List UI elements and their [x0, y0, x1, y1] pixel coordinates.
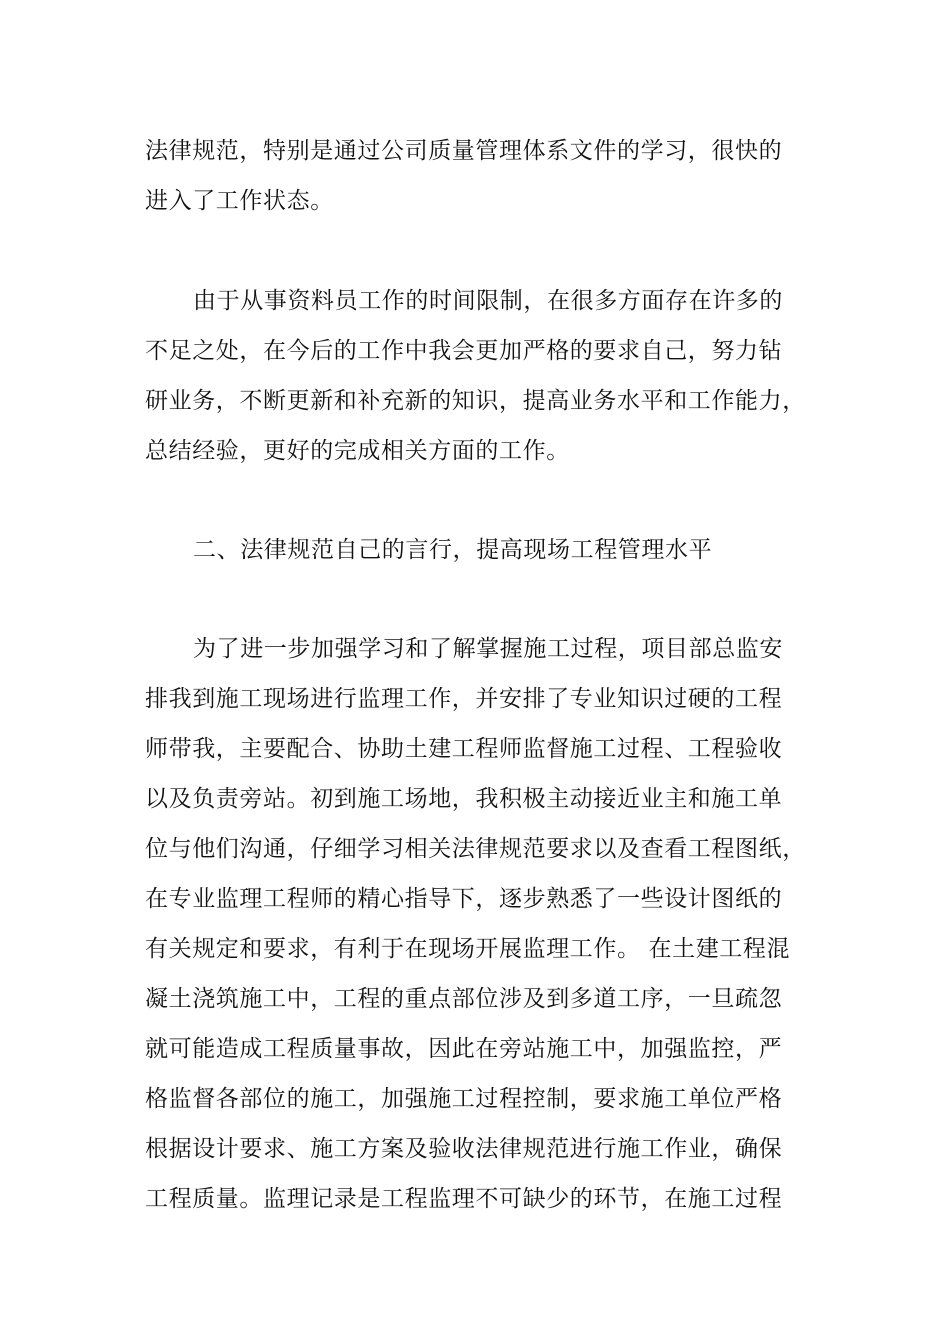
paragraph-line: 在专业监理工程师的精心指导下，逐步熟悉了一些设计图纸的	[145, 886, 783, 912]
paragraph-line: 不足之处，在今后的工作中我会更加严格的要求自己，努力钻	[145, 338, 783, 364]
paragraph-line: 师带我，主要配合、协助土建工程师监督施工过程、工程验收	[145, 736, 783, 762]
paragraph-line: 凝土浇筑施工中，工程的重点部位涉及到多道工序，一旦疏忽	[145, 986, 783, 1012]
paragraph-line: 研业务，不断更新和补充新的知识，提高业务水平和工作能力，	[145, 388, 806, 414]
paragraph-line: 格监督各部位的施工，加强施工过程控制，要求施工单位严格	[145, 1086, 783, 1112]
paragraph-line: 有关规定和要求，有利于在现场开展监理工作。 在土建工程混	[145, 936, 791, 962]
paragraph-line: 为了进一步加强学习和了解掌握施工过程，项目部总监安	[193, 636, 783, 662]
paragraph-line: 总结经验，更好的完成相关方面的工作。	[145, 438, 570, 464]
paragraph-line: 进入了工作状态。	[145, 188, 334, 214]
section-heading: 二、法律规范自己的言行，提高现场工程管理水平	[193, 537, 713, 563]
paragraph-line: 排我到施工现场进行监理工作，并安排了专业知识过硬的工程	[145, 686, 783, 712]
paragraph-line: 位与他们沟通，仔细学习相关法律规范要求以及查看工程图纸，	[145, 836, 806, 862]
paragraph-line: 工程质量。监理记录是工程监理不可缺少的环节，在施工过程	[145, 1186, 783, 1212]
paragraph-line: 以及负责旁站。初到施工场地，我积极主动接近业主和施工单	[145, 786, 783, 812]
paragraph-line: 法律规范，特别是通过公司质量管理体系文件的学习，很快的	[145, 138, 783, 164]
paragraph-line: 由于从事资料员工作的时间限制，在很多方面存在许多的	[193, 288, 783, 314]
paragraph-line: 就可能造成工程质量事故，因此在旁站施工中，加强监控，严	[145, 1036, 783, 1062]
paragraph-line: 根据设计要求、施工方案及验收法律规范进行施工作业，确保	[145, 1136, 783, 1162]
